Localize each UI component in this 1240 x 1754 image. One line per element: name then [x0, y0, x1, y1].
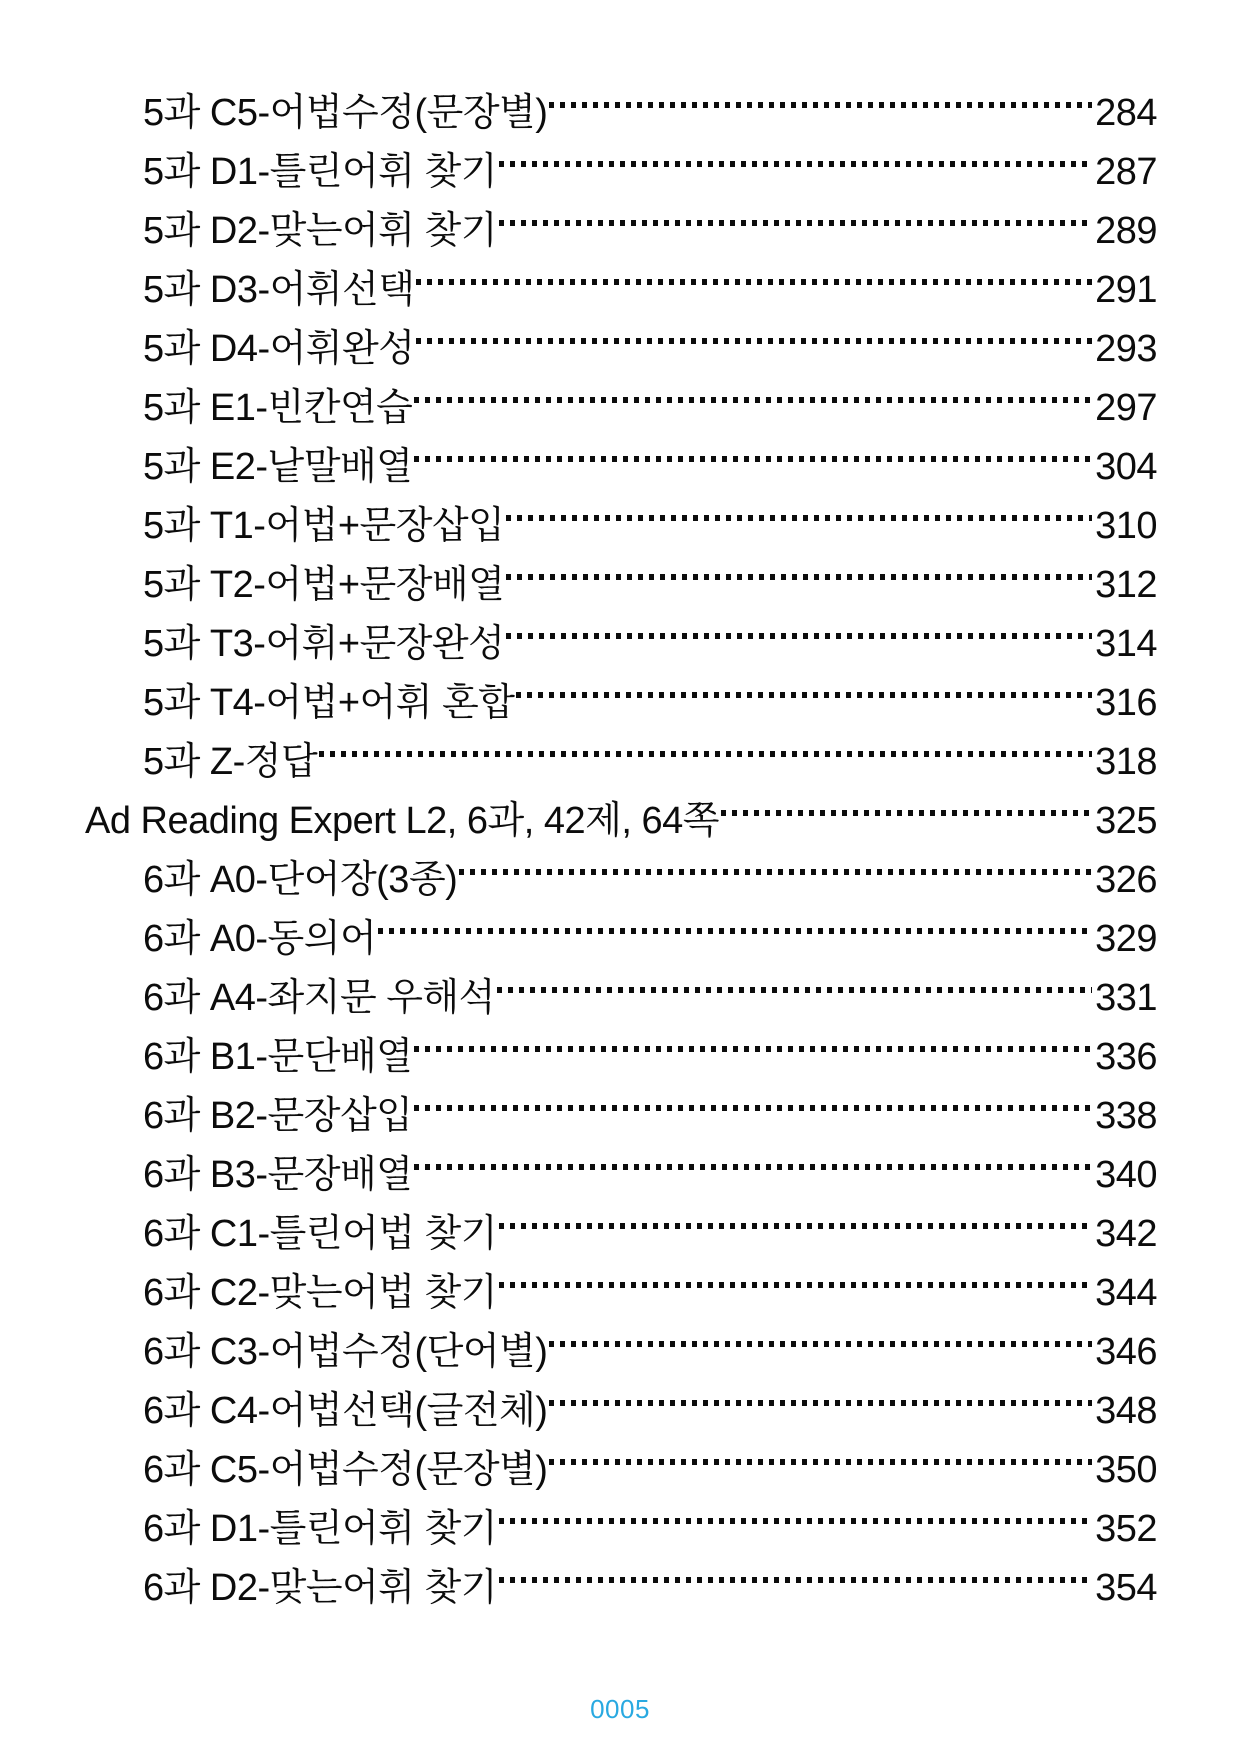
- toc-entry: [85, 1441, 1157, 1500]
- toc-leader-dots: [416, 279, 1092, 285]
- toc-entry-label: 5과 D1-틀린어휘 찾기: [143, 151, 497, 193]
- toc-leader-dots: [549, 1341, 1092, 1347]
- toc-leader-dots: [721, 810, 1092, 816]
- toc-entry-page: 354: [1095, 1567, 1157, 1609]
- toc-entry-label: 5과 Z-정답: [143, 741, 318, 783]
- toc-entry-label: 5과 T2-어법+문장배열: [143, 564, 505, 606]
- toc-entry-label: 6과 D1-틀린어휘 찾기: [143, 1508, 497, 1550]
- toc-entry: [85, 556, 1157, 615]
- toc-entry-label: 6과 C2-맞는어법 찾기: [143, 1272, 497, 1314]
- toc-leader-dots: [516, 692, 1092, 698]
- toc-entry-label: 5과 D2-맞는어휘 찾기: [143, 210, 497, 252]
- toc-entry-page: 316: [1095, 682, 1157, 724]
- toc-entry-label: 6과 C1-틀린어법 찾기: [143, 1213, 497, 1255]
- toc-entry: [85, 1323, 1157, 1382]
- toc-entry-label: 5과 D4-어휘완성: [143, 328, 415, 370]
- toc-leader-dots: [499, 1282, 1092, 1288]
- toc-leader-dots: [499, 1577, 1092, 1583]
- toc-entry-label: 6과 C4-어법선택(글전체): [143, 1390, 548, 1432]
- toc-leader-dots: [414, 1046, 1092, 1052]
- toc-entry: [85, 202, 1157, 261]
- toc-leader-dots: [499, 1518, 1092, 1524]
- toc-entry-page: 338: [1095, 1095, 1157, 1137]
- toc-entry-label: 5과 E1-빈칸연습: [143, 387, 413, 429]
- toc-entry-page: 325: [1095, 800, 1157, 842]
- toc-entry-label: 6과 D2-맞는어휘 찾기: [143, 1567, 497, 1609]
- toc-entry-label: 5과 T1-어법+문장삽입: [143, 505, 505, 547]
- toc-entry-page: 312: [1095, 564, 1157, 606]
- toc-entry-page: 310: [1095, 505, 1157, 547]
- toc-leader-dots: [499, 1223, 1092, 1229]
- toc-list: [85, 84, 1157, 1618]
- toc-entry-page: 331: [1095, 977, 1157, 1019]
- toc-leader-dots: [506, 515, 1092, 521]
- toc-entry-label: 6과 C5-어법수정(문장별): [143, 1449, 548, 1491]
- toc-entry-page: 318: [1095, 741, 1157, 783]
- toc-leader-dots: [497, 987, 1092, 993]
- toc-entry-label: 6과 B2-문장삽입: [143, 1095, 413, 1137]
- toc-entry-label: 6과 B3-문장배열: [143, 1154, 413, 1196]
- toc-entry: [85, 320, 1157, 379]
- toc-leader-dots: [416, 338, 1092, 344]
- toc-entry: [85, 438, 1157, 497]
- toc-leader-dots: [499, 161, 1092, 167]
- toc-leader-dots: [414, 397, 1092, 403]
- toc-entry: [85, 674, 1157, 733]
- toc-entry: [85, 969, 1157, 1028]
- toc-entry-page: 284: [1095, 92, 1157, 134]
- toc-entry-page: 304: [1095, 446, 1157, 488]
- toc-entry: [85, 1559, 1157, 1618]
- toc-entry-page: 287: [1095, 151, 1157, 193]
- toc-entry-label: 6과 A0-동의어: [143, 918, 377, 960]
- toc-leader-dots: [414, 1105, 1092, 1111]
- toc-entry-page: 344: [1095, 1272, 1157, 1314]
- toc-entry-page: 336: [1095, 1036, 1157, 1078]
- toc-entry: [85, 143, 1157, 202]
- toc-entry: [85, 497, 1157, 556]
- toc-entry: [85, 792, 1157, 851]
- toc-leader-dots: [378, 928, 1092, 934]
- toc-entry-label: Ad Reading Expert L2, 6과, 42제, 64쪽: [85, 800, 719, 842]
- toc-entry-page: 342: [1095, 1213, 1157, 1255]
- toc-entry: [85, 1205, 1157, 1264]
- toc-entry-page: 297: [1095, 387, 1157, 429]
- toc-entry: [85, 615, 1157, 674]
- toc-leader-dots: [414, 1164, 1092, 1170]
- toc-entry: [85, 1028, 1157, 1087]
- toc-entry: [85, 261, 1157, 320]
- toc-entry: [85, 733, 1157, 792]
- toc-entry-page: 289: [1095, 210, 1157, 252]
- toc-entry-page: 326: [1095, 859, 1157, 901]
- toc-entry: [85, 1382, 1157, 1441]
- toc-leader-dots: [499, 220, 1092, 226]
- toc-entry-label: 5과 E2-낱말배열: [143, 446, 413, 488]
- toc-entry-label: 5과 D3-어휘선택: [143, 269, 415, 311]
- toc-entry-page: 291: [1095, 269, 1157, 311]
- toc-entry-label: 6과 A0-단어장(3종): [143, 859, 458, 901]
- toc-entry-label: 6과 C3-어법수정(단어별): [143, 1331, 548, 1373]
- toc-entry-label: 6과 B1-문단배열: [143, 1036, 413, 1078]
- toc-entry-page: 348: [1095, 1390, 1157, 1432]
- toc-leader-dots: [506, 574, 1092, 580]
- toc-entry: [85, 379, 1157, 438]
- toc-leader-dots: [549, 1400, 1092, 1406]
- toc-entry-label: 5과 T3-어휘+문장완성: [143, 623, 505, 665]
- toc-leader-dots: [549, 1459, 1092, 1465]
- toc-entry-page: 346: [1095, 1331, 1157, 1373]
- toc-leader-dots: [506, 633, 1092, 639]
- toc-entry: [85, 851, 1157, 910]
- toc-entry: [85, 1146, 1157, 1205]
- footer-page-number: 0005: [590, 1694, 650, 1724]
- toc-entry-label: 5과 C5-어법수정(문장별): [143, 92, 548, 134]
- toc-leader-dots: [319, 751, 1092, 757]
- toc-entry-page: 293: [1095, 328, 1157, 370]
- toc-entry-label: 5과 T4-어법+어휘 혼합: [143, 682, 515, 724]
- toc-leader-dots: [549, 102, 1092, 108]
- toc-entry-page: 329: [1095, 918, 1157, 960]
- toc-entry-page: 352: [1095, 1508, 1157, 1550]
- toc-entry-page: 314: [1095, 623, 1157, 665]
- toc-entry: [85, 84, 1157, 143]
- toc-entry: [85, 1500, 1157, 1559]
- toc-entry: [85, 1264, 1157, 1323]
- toc-entry: [85, 910, 1157, 969]
- toc-entry: [85, 1087, 1157, 1146]
- toc-leader-dots: [459, 869, 1092, 875]
- toc-entry-page: 340: [1095, 1154, 1157, 1196]
- toc-entry-label: 6과 A4-좌지문 우해석: [143, 977, 495, 1019]
- toc-leader-dots: [414, 456, 1092, 462]
- toc-entry-page: 350: [1095, 1449, 1157, 1491]
